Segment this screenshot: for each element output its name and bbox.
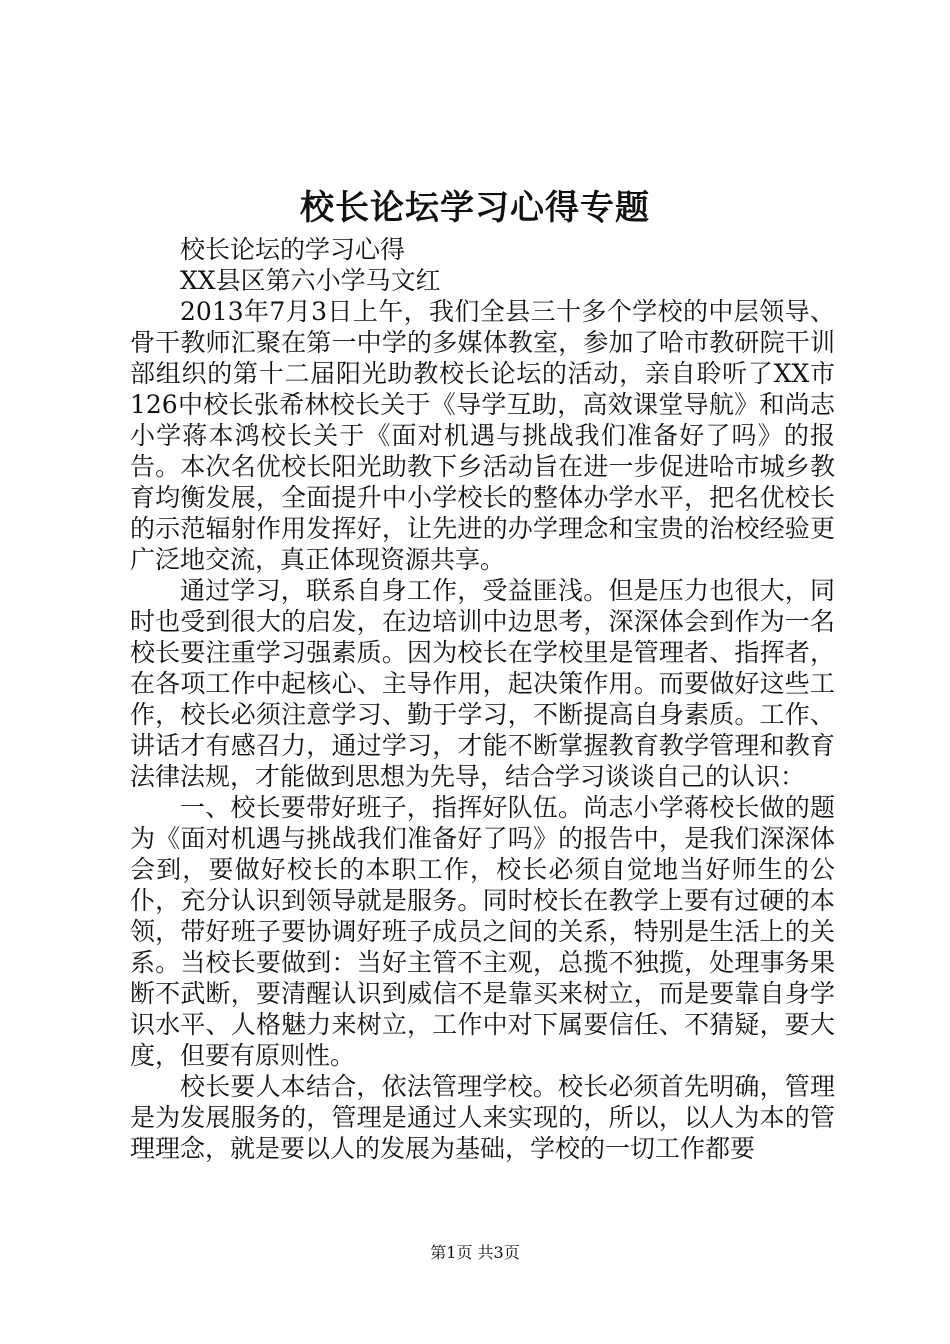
- paragraph: 通过学习，联系自身工作，受益匪浅。但是压力也很大，同时也受到很大的启发，在边培训中边思考，深深体会到作为一名校长要注重学习强素质。因为校长在学校里是管理者、指挥者，在各项工作中起核心、主导作用，起决策作用。而要做好这些工作，校长必须注意学习、勤于学习，不断提高自身素质。工作、讲话才有感召力，通过学习，才能不断掌握教育教学管理和教育法律法规，才能做到思想为先导，结合学习谈谈自己的认识：: [130, 576, 835, 791]
- paragraph-author: XX县区第六小学马文红: [180, 266, 441, 295]
- paragraph: 校长要人本结合，依法管理学校。校长必须首先明确，管理是为发展服务的，管理是通过人来实现的，所以，以人为本的管理理念，就是要以人的发展为基础，学校的一切工作都要: [130, 1072, 835, 1163]
- paragraph-subtitle: 校长论坛的学习心得: [180, 235, 406, 264]
- paragraph: 一、校长要带好班子，指挥好队伍。尚志小学蒋校长做的题为《面对机遇与挑战我们准备好了吗》的报告中，是我们深深体会到，要做好校长的本职工作，校长必须自觉地当好师生的公仆，充分认识到领导就是服务。同时校长在教学上要有过硬的本领，带好班子要协调好班子成员之间的关系，特别是生活上的关系。当校长要做到：当好主管不主观，总揽不独揽，处理事务果断不武断，要清醒认识到威信不是靠买来树立，而是要靠自身学识水平、人格魅力来树立，工作中对下属要信任、不猜疑，要大度，但要有原则性。: [130, 793, 835, 1070]
- document-title: 校长论坛学习心得专题: [300, 188, 650, 228]
- paragraph: 2013年7月3日上午，我们全县三十多个学校的中层领导、骨干教师汇聚在第一中学的多媒体教室，参加了哈市教研院干训部组织的第十二届阳光助教校长论坛的活动，亲自聆听了XX市126中校长张希林校长关于《导学互助，高效课堂导航》和尚志小学蒋本鸿校长关于《面对机遇与挑战我们准备好了吗》的报告。本次名优校长阳光助教下乡活动旨在进一步促进哈市城乡教育均衡发展，全面提升中小学校长的整体办学水平，把名优校长的示范辐射作用发挥好，让先进的办学理念和宝贵的治校经验更广泛地交流，真正体现资源共享。: [130, 297, 835, 574]
- page-footer: 第1页 共3页: [430, 1243, 520, 1262]
- document-body: [130, 234, 835, 1164]
